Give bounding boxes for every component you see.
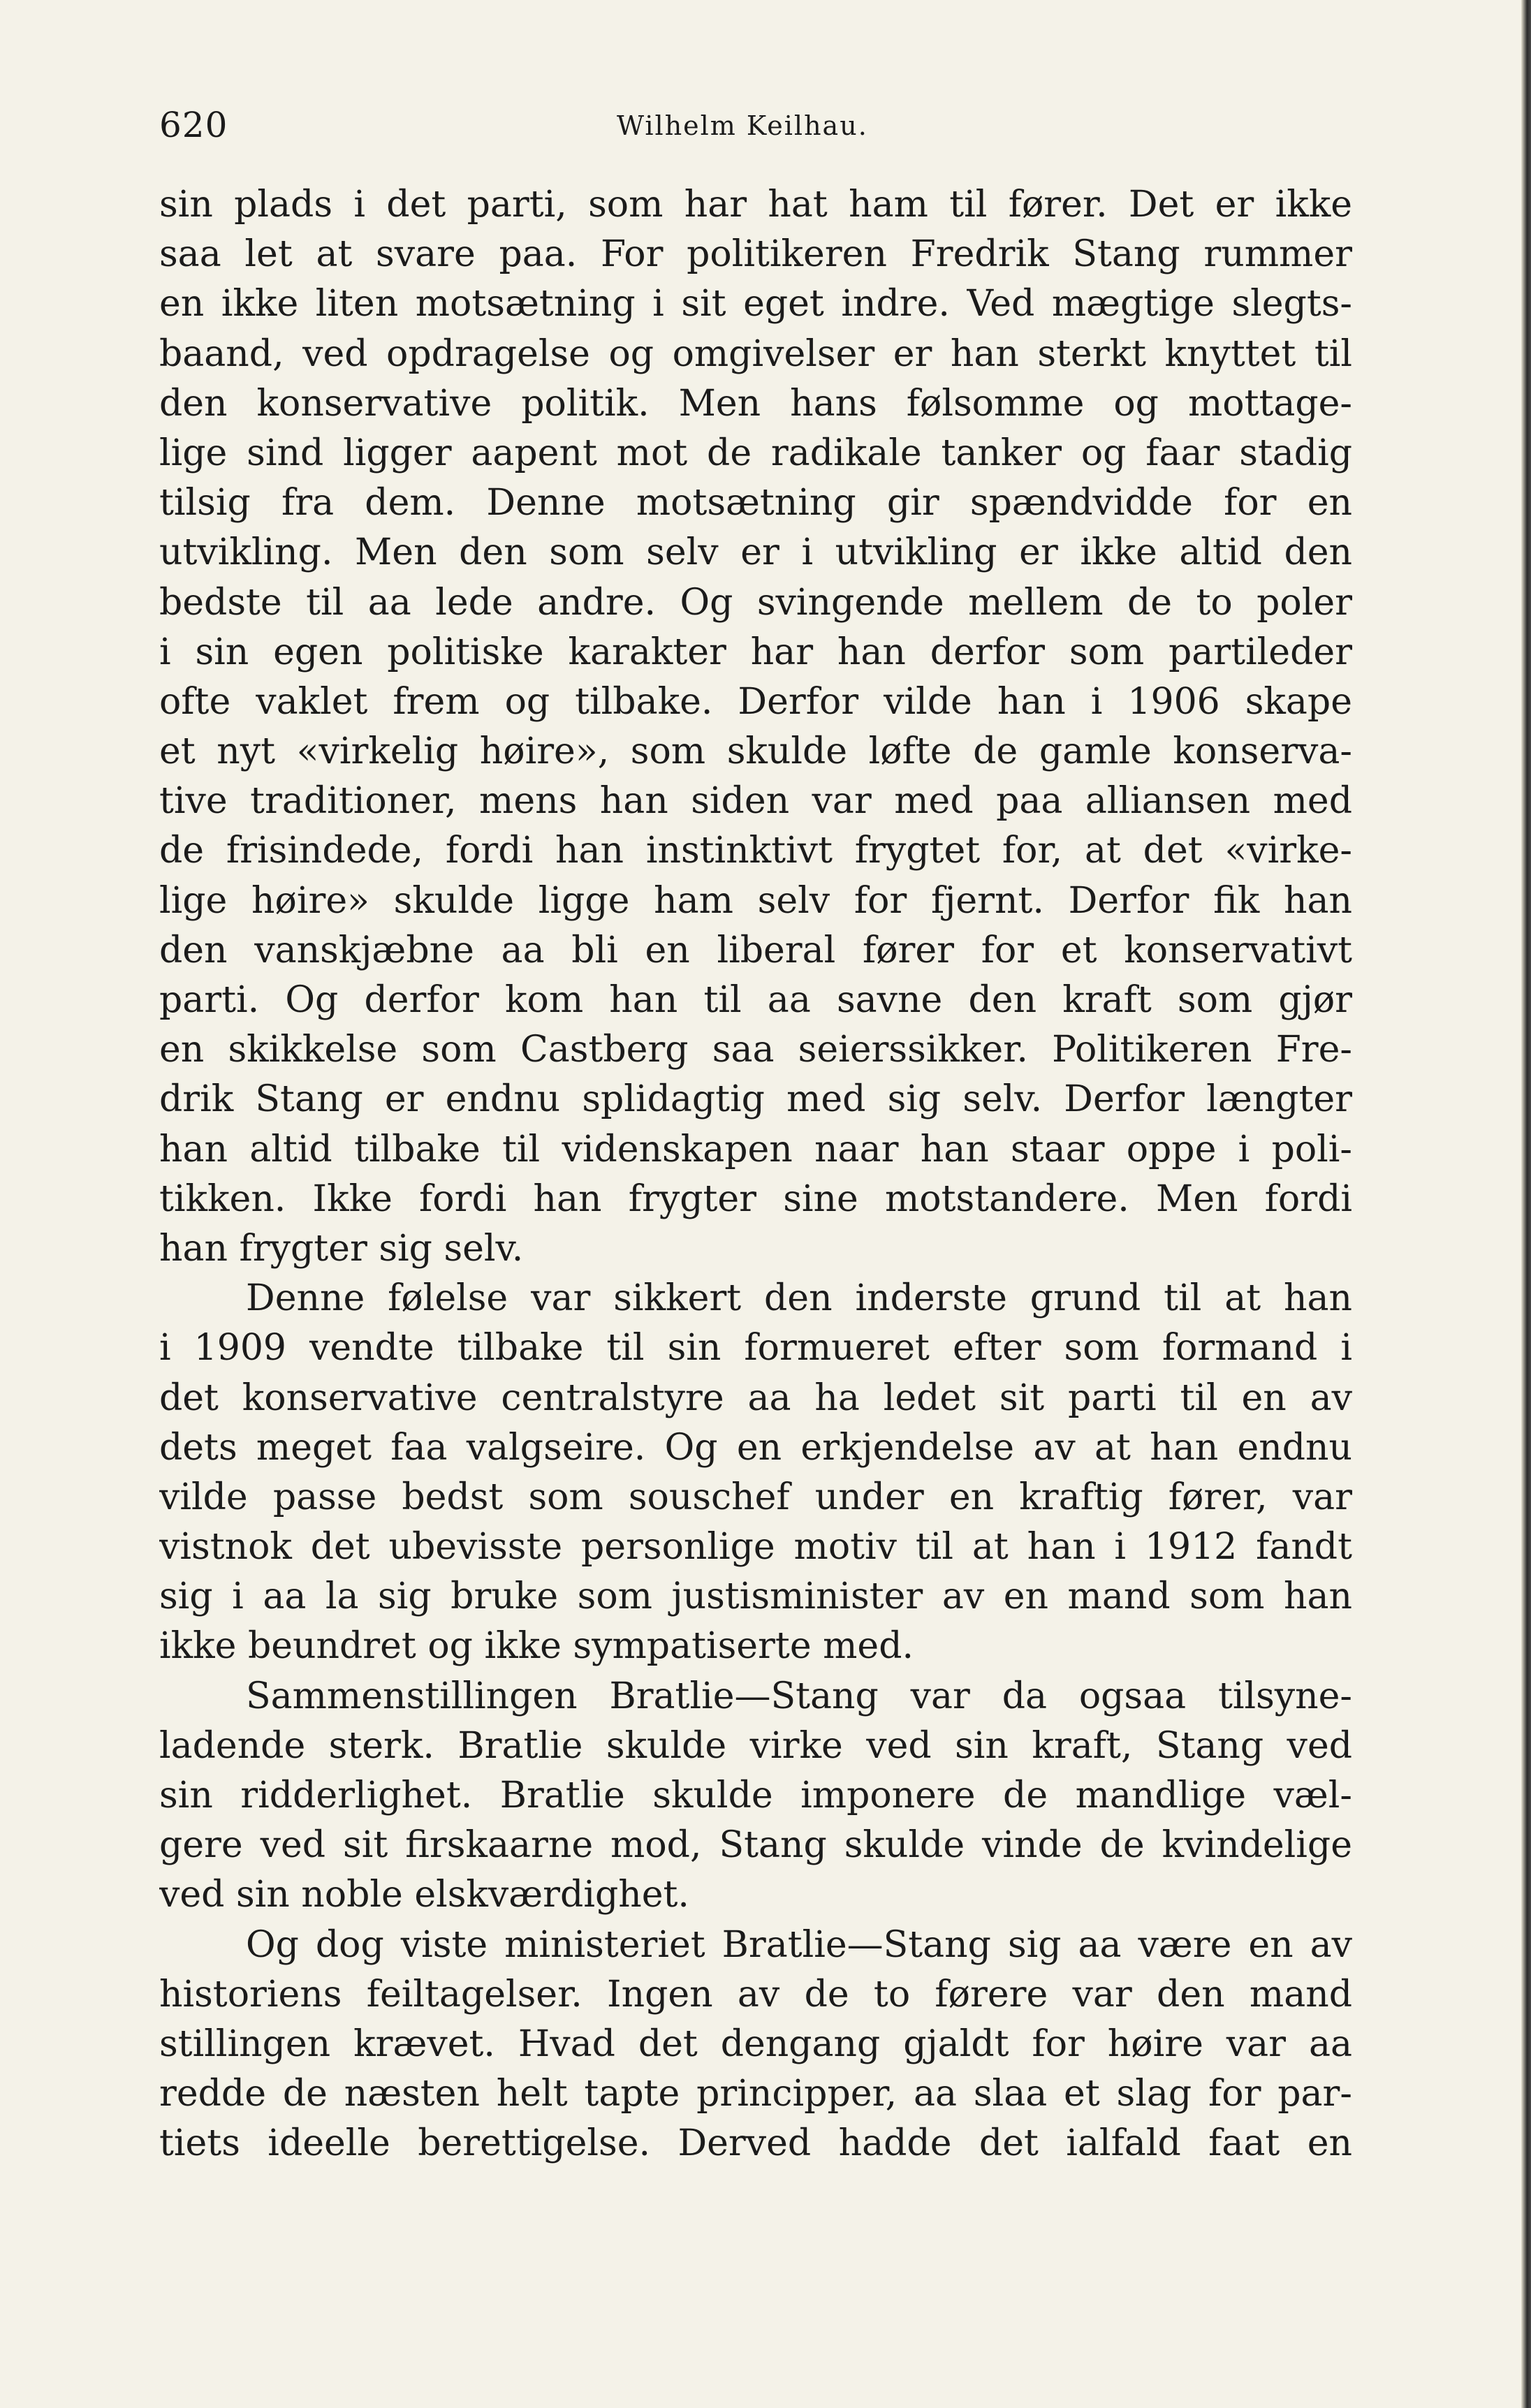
text-line: ofte vaklet frem og tilbake. Derfor vilde han i 1906 skape <box>159 680 1352 723</box>
text-line: den vanskjæbne aa bli en liberal fører for et konservativt <box>159 929 1352 971</box>
text-line: vilde passe bedst som souschef under en kraftig fører, var <box>159 1476 1352 1518</box>
text-line: lige høire» skulde ligge ham selv for fjernt. Derfor fik han <box>159 879 1352 922</box>
page-edge <box>1521 0 1531 2408</box>
text-line: bedste til aa lede andre. Og svingende mellem de to poler <box>159 581 1352 624</box>
text-line: gere ved sit firskaarne mod, Stang skulde vinde de kvindelige <box>159 1824 1352 1867</box>
text-line: sin ridderlighet. Bratlie skulde imponere de mandlige væl- <box>159 1775 1352 1816</box>
paragraph-start-line: Sammenstillingen Bratlie—Stang var da ogsaa tilsyne- <box>246 1675 1352 1717</box>
text-line: tiets ideelle berettigelse. Derved hadde det ialfald faat en <box>159 2122 1352 2165</box>
text-line: i 1909 vendte tilbake til sin formueret efter som formand i <box>159 1327 1352 1370</box>
text-line: tilsig fra dem. Denne motsætning gir spændvidde for en <box>159 482 1352 524</box>
page-number: 620 <box>159 105 228 145</box>
body-text <box>159 180 1352 2169</box>
paragraph-end-line: ved sin noble elskværdighet. <box>159 1874 689 1916</box>
text-line: parti. Og derfor kom han til aa savne den kraft som gjør <box>159 979 1352 1021</box>
text-line: lige sind ligger aapent mot de radikale tanker og faar stadig <box>159 432 1352 474</box>
text-line: baand, ved opdragelse og omgivelser er han sterkt knyttet til <box>159 332 1352 375</box>
text-line: en skikkelse som Castberg saa seierssikker. Politikeren Fre- <box>159 1029 1352 1071</box>
text-line: ladende sterk. Bratlie skulde virke ved sin kraft, Stang ved <box>159 1724 1352 1767</box>
text-line: tive traditioner, mens han siden var med paa alliansen med <box>159 780 1352 823</box>
text-line: saa let at svare paa. For politikeren Fredrik Stang rummer <box>159 233 1352 276</box>
text-line: den konservative politik. Men hans følsomme og mottage- <box>159 382 1352 425</box>
running-header <box>159 105 1347 161</box>
paragraph-end-line: ikke beundret og ikke sympatiserte med. <box>159 1625 914 1668</box>
text-line: de frisindede, fordi han instinktivt frygtet for, at det «virke- <box>159 830 1352 872</box>
text-line: han altid tilbake til videnskapen naar han staar oppe i poli- <box>159 1128 1352 1170</box>
text-line: sin plads i det parti, som har hat ham til fører. Det er ikke <box>159 184 1352 226</box>
text-line: drik Stang er endnu splidagtig med sig selv. Derfor længter <box>159 1078 1352 1121</box>
text-line: historiens feiltagelser. Ingen av de to førere var den mand <box>159 1973 1352 2016</box>
text-line: i sin egen politiske karakter har han derfor som partileder <box>159 631 1352 673</box>
text-line: stillingen krævet. Hvad det dengang gjaldt for høire var aa <box>159 2022 1352 2065</box>
text-line: vistnok det ubevisste personlige motiv til at han i 1912 fandt <box>159 1526 1352 1569</box>
text-line: et nyt «virkelig høire», som skulde løfte de gamle konserva- <box>159 731 1352 773</box>
text-line: dets meget faa valgseire. Og en erkjendelse av at han endnu <box>159 1426 1352 1469</box>
paragraph-start-line: Og dog viste ministeriet Bratlie—Stang sig aa være en av <box>246 1923 1352 1966</box>
text-line: utvikling. Men den som selv er i utvikling er ikke altid den <box>159 531 1352 574</box>
text-line: sig i aa la sig bruke som justisminister av en mand som han <box>159 1576 1352 1618</box>
running-title: Wilhelm Keilhau. <box>617 110 868 141</box>
paragraph-start-line: Denne følelse var sikkert den inderste grund til at han <box>246 1277 1352 1320</box>
text-line: det konservative centralstyre aa ha ledet sit parti til en av <box>159 1376 1352 1419</box>
text-line: en ikke liten motsætning i sit eget indre. Ved mægtige slegts- <box>159 283 1352 325</box>
paragraph-end-line: han frygter sig selv. <box>159 1227 524 1270</box>
text-line: redde de næsten helt tapte principper, aa slaa et slag for par- <box>159 2073 1352 2115</box>
text-line: tikken. Ikke fordi han frygter sine motstandere. Men fordi <box>159 1177 1352 1220</box>
